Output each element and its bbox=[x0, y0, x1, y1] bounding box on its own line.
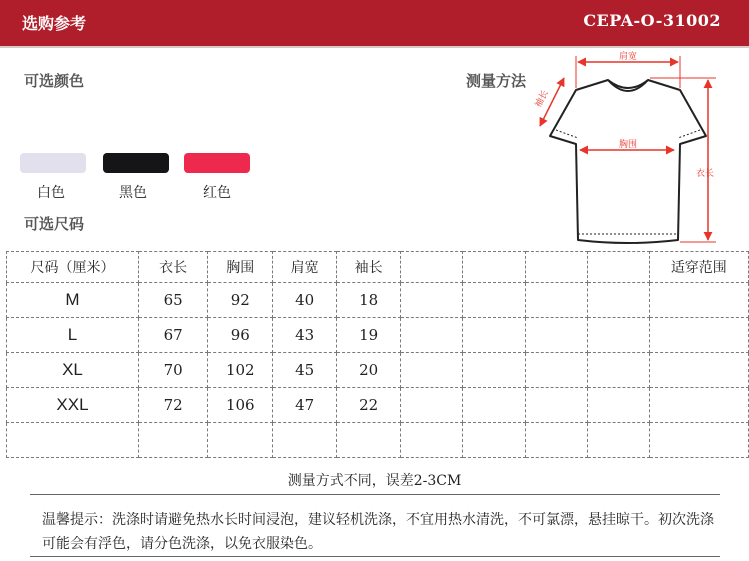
swatch-red[interactable] bbox=[184, 153, 250, 173]
swatch-red-label: 红色 bbox=[203, 185, 231, 201]
shoulder-cell: 40 bbox=[273, 283, 337, 318]
empty-cell bbox=[463, 283, 525, 318]
chest-cell bbox=[208, 423, 273, 458]
empty-cell bbox=[401, 423, 463, 458]
chest-cell: 92 bbox=[208, 283, 273, 318]
measure-note: 测量方式不同，误差2-3CM bbox=[287, 473, 462, 489]
swatch-black[interactable] bbox=[103, 153, 169, 173]
swatch-white[interactable] bbox=[20, 153, 86, 173]
size-cell bbox=[7, 423, 139, 458]
empty-cell bbox=[463, 318, 525, 353]
chest-label: 胸围 bbox=[618, 140, 638, 150]
table-row bbox=[7, 388, 749, 423]
fit-cell bbox=[649, 283, 748, 318]
length-label: 衣长 bbox=[695, 169, 715, 179]
table-row bbox=[7, 318, 749, 353]
empty-cell bbox=[525, 283, 587, 318]
length-cell: 67 bbox=[138, 318, 207, 353]
header-cell: 适穿范围 bbox=[649, 252, 748, 283]
empty-cell bbox=[588, 423, 649, 458]
shoulder-cell: 45 bbox=[273, 353, 337, 388]
empty-cell bbox=[463, 423, 525, 458]
empty-cell bbox=[401, 388, 463, 423]
empty-cell bbox=[463, 388, 525, 423]
colors-title: 可选颜色 bbox=[24, 72, 85, 90]
swatch-black-label: 黑色 bbox=[119, 185, 147, 201]
table-row bbox=[7, 423, 749, 458]
header-title: 选购参考 bbox=[22, 14, 87, 33]
empty-cell bbox=[401, 283, 463, 318]
size-table bbox=[6, 251, 749, 458]
fit-cell bbox=[649, 353, 748, 388]
table-header-row bbox=[7, 252, 749, 283]
fit-cell bbox=[649, 318, 748, 353]
header-cell bbox=[588, 252, 649, 283]
sleeve-cell: 20 bbox=[337, 353, 401, 388]
sleeve-cell bbox=[337, 423, 401, 458]
header-cell: 尺码（厘米） bbox=[7, 252, 139, 283]
header-cell bbox=[463, 252, 525, 283]
sleeve-cell: 18 bbox=[337, 283, 401, 318]
sleeve-cell: 22 bbox=[337, 388, 401, 423]
header-cell: 肩宽 bbox=[273, 252, 337, 283]
divider-top bbox=[30, 494, 720, 495]
chest-cell: 102 bbox=[208, 353, 273, 388]
fit-cell bbox=[649, 388, 748, 423]
header-cell: 衣长 bbox=[138, 252, 207, 283]
empty-cell bbox=[401, 353, 463, 388]
size-cell: XL bbox=[7, 353, 139, 388]
empty-cell bbox=[588, 283, 649, 318]
product-code: CEPA-O-31002 bbox=[583, 11, 721, 30]
empty-cell bbox=[401, 318, 463, 353]
size-cell: M bbox=[7, 283, 139, 318]
header-cell bbox=[525, 252, 587, 283]
length-cell: 70 bbox=[138, 353, 207, 388]
size-cell: L bbox=[7, 318, 139, 353]
empty-cell bbox=[525, 388, 587, 423]
shoulder-cell: 47 bbox=[273, 388, 337, 423]
length-cell: 65 bbox=[138, 283, 207, 318]
divider-bottom bbox=[30, 556, 720, 557]
size-cell: XXL bbox=[7, 388, 139, 423]
header-bar bbox=[0, 0, 749, 48]
chest-cell: 96 bbox=[208, 318, 273, 353]
table-row bbox=[7, 353, 749, 388]
empty-cell bbox=[588, 353, 649, 388]
empty-cell bbox=[525, 423, 587, 458]
header-cell: 胸围 bbox=[208, 252, 273, 283]
empty-cell bbox=[588, 388, 649, 423]
empty-cell bbox=[525, 318, 587, 353]
empty-cell bbox=[588, 318, 649, 353]
tshirt-measure-diagram bbox=[520, 48, 749, 250]
header-cell bbox=[401, 252, 463, 283]
sleeve-cell: 19 bbox=[337, 318, 401, 353]
swatch-white-label: 白色 bbox=[37, 185, 65, 201]
tshirt-outline bbox=[550, 80, 706, 243]
length-cell bbox=[138, 423, 207, 458]
empty-cell bbox=[463, 353, 525, 388]
sleeve-label: 袖长 bbox=[533, 88, 551, 110]
measure-title: 测量方法 bbox=[466, 72, 527, 90]
shoulder-cell: 43 bbox=[273, 318, 337, 353]
shoulder-label: 肩宽 bbox=[618, 52, 638, 62]
sizes-title: 可选尺码 bbox=[24, 215, 85, 233]
length-cell: 72 bbox=[138, 388, 207, 423]
empty-cell bbox=[525, 353, 587, 388]
shoulder-cell bbox=[273, 423, 337, 458]
table-row bbox=[7, 283, 749, 318]
chest-cell: 106 bbox=[208, 388, 273, 423]
care-tips: 温馨提示：洗涤时请避免热水长时间浸泡，建议轻机洗涤，不宜用热水清洗，不可氯漂，悬挂晾干。初次洗涤可能会有浮色，请分色洗涤，以免衣服染色。 bbox=[42, 512, 714, 552]
header-cell: 袖长 bbox=[337, 252, 401, 283]
fit-cell bbox=[649, 423, 748, 458]
